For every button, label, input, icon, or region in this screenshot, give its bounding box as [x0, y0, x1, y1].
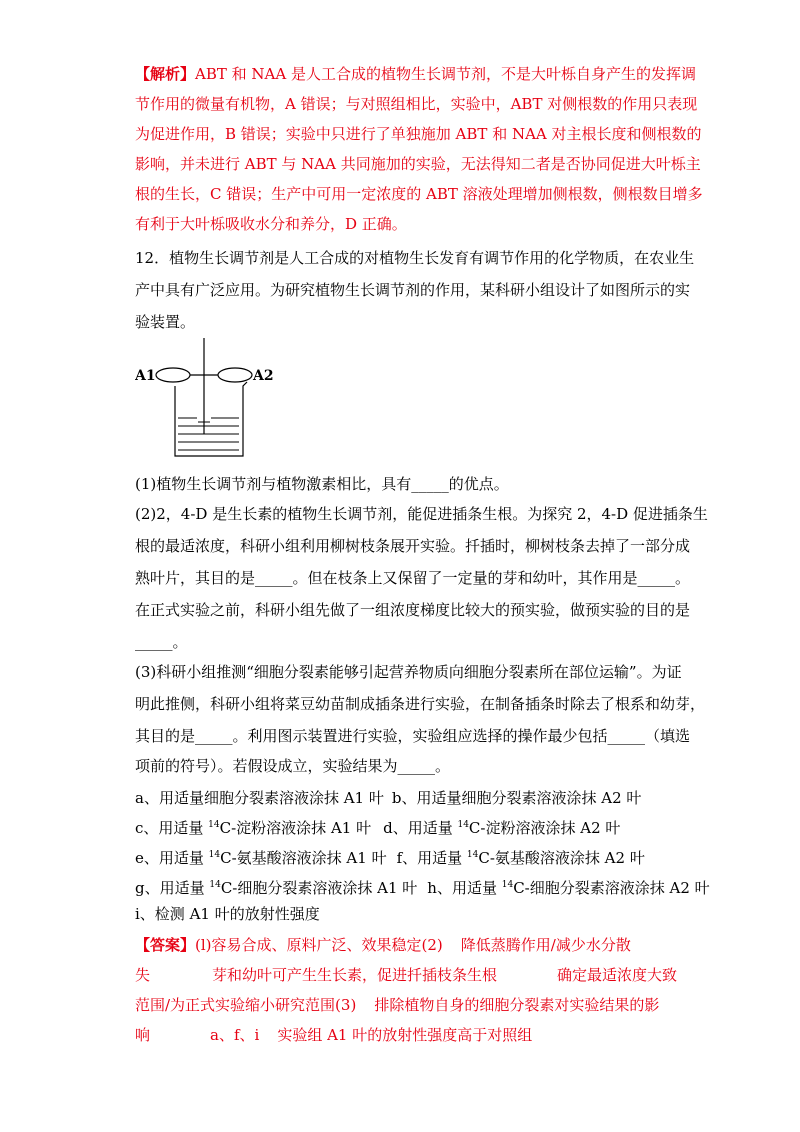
option-e: e、用适量 $^{14}$C-氨基酸溶液涂抹 A1 叶 — [135, 849, 387, 867]
experiment-apparatus-figure — [135, 338, 285, 460]
question-intro-2: 产中具有广泛应用。为研究植物生长调节剂的作用，某科研小组设计了如图所示的实 — [135, 281, 691, 299]
beaker — [175, 382, 247, 456]
analysis-line-3: 为促进作用，B 错误；实验中只进行了单独施加 ABT 和 NAA 对主根长度和侧根数的 — [135, 125, 702, 143]
option-a: a、用适量细胞分裂素溶液涂抹 A1 叶 — [135, 789, 384, 807]
part-3-line-1: (3)科研小组推测“细胞分裂素能够引起营养物质向细胞分裂素所在部位运输”。为证 — [135, 663, 682, 681]
figure-label-a2: A2 — [253, 368, 274, 384]
options-cd — [135, 818, 675, 838]
option-c: c、用适量 $^{14}$C-淀粉溶液涂抹 A1 叶 — [135, 819, 372, 837]
options-ab — [135, 788, 675, 808]
option-i: i、检测 A1 叶的放射性强度 — [135, 905, 320, 923]
options-ef — [135, 848, 675, 868]
option-f: f、用适量 $^{14}$C-氨基酸溶液涂抹 A2 叶 — [396, 849, 645, 867]
part-3-line-3: 其目的是_____。利用图示装置进行实验，实验组应选择的操作最少包括_____（填选 — [135, 727, 691, 745]
answer-tag: 【答案】 — [135, 936, 196, 954]
analysis-line-1 — [135, 64, 696, 84]
analysis-line-5: 根的生长，C 错误；生产中可用一定浓度的 ABT 溶液处理增加侧根数，侧根数目增多 — [135, 185, 703, 203]
part-2-line-1: (2)2，4-D 是生长素的植物生长调节剂，能促进插条生根。为探究 2，4-D 促进插条生 — [135, 505, 708, 523]
leaf-a2 — [218, 368, 252, 382]
figure-label-a1: A1 — [135, 368, 156, 384]
part-1: (1)植物生长调节剂与植物激素相比，具有_____的优点。 — [135, 475, 509, 493]
part-2-line-2: 根的最适浓度，科研小组利用柳树枝条展开实验。扦插时，柳树枝条去掉了一部分成 — [135, 537, 691, 555]
question-intro-3: 验装置。 — [135, 313, 196, 331]
analysis-line-6: 有利于大叶栎吸收水分和养分，D 正确。 — [135, 215, 407, 233]
option-d: d、用适量 $^{14}$C-淀粉溶液涂抹 A2 叶 — [383, 819, 621, 837]
options-gh — [135, 878, 710, 898]
analysis-tag: 【解析】 — [135, 65, 196, 83]
liquid — [178, 418, 239, 450]
analysis-line-4: 影响，并未进行 ABT 与 NAA 共同施加的实验，无法得知二者是否协同促进大叶栎主 — [135, 155, 701, 173]
answer-line-3: 范围/为正式实验缩小研究范围(3) 排除植物自身的细胞分裂素对实验结果的影 — [135, 996, 660, 1014]
answer-line-2: 失 芽和幼叶可产生生长素，促进扦插枝条生根 确定最适浓度大致 — [135, 966, 678, 984]
part-3-line-2: 明此推侧，科研小组将菜豆幼苗制成插条进行实验，在制备插条时除去了根系和幼芽， — [135, 695, 706, 713]
part-2-line-5: _____。 — [135, 633, 188, 651]
option-b: b、用适量细胞分裂素溶液涂抹 A2 叶 — [391, 789, 642, 807]
analysis-text: ABT 和 NAA 是人工合成的植物生长调节剂，不是大叶栎自身产生的发挥调 — [195, 65, 696, 83]
option-g: g、用适量 $^{14}$C-细胞分裂素溶液涂抹 A1 叶 — [135, 879, 418, 897]
part-2-line-3: 熟叶片，其目的是_____。但在枝条上又保留了一定量的芽和幼叶，其作用是_____。 — [135, 569, 691, 587]
answer-line-4: 响 a、f、i 实验组 A1 叶的放射性强度高于对照组 — [135, 1026, 533, 1044]
answer-line-1: 【答案】(l)容易合成、原料广泛、效果稳定(2) 降低蒸腾作用/减少水分散 — [135, 936, 631, 954]
part-3-line-4: 项前的符号）。若假设成立，实验结果为_____。 — [135, 757, 451, 775]
analysis-line-2: 节作用的微量有机物，A 错误；与对照组相比，实验中，ABT 对侧根数的作用只表现 — [135, 95, 698, 113]
question-intro-1: 12．植物生长调节剂是人工合成的对植物生长发育有调节作用的化学物质，在农业生 — [135, 249, 695, 267]
part-2-line-4: 在正式实验之前，科研小组先做了一组浓度梯度比较大的预实验，做预实验的目的是 — [135, 601, 691, 619]
option-h: h、用适量 $^{14}$C-细胞分裂素溶液涂抹 A2 叶 — [427, 879, 710, 897]
leaf-a1 — [156, 368, 190, 382]
